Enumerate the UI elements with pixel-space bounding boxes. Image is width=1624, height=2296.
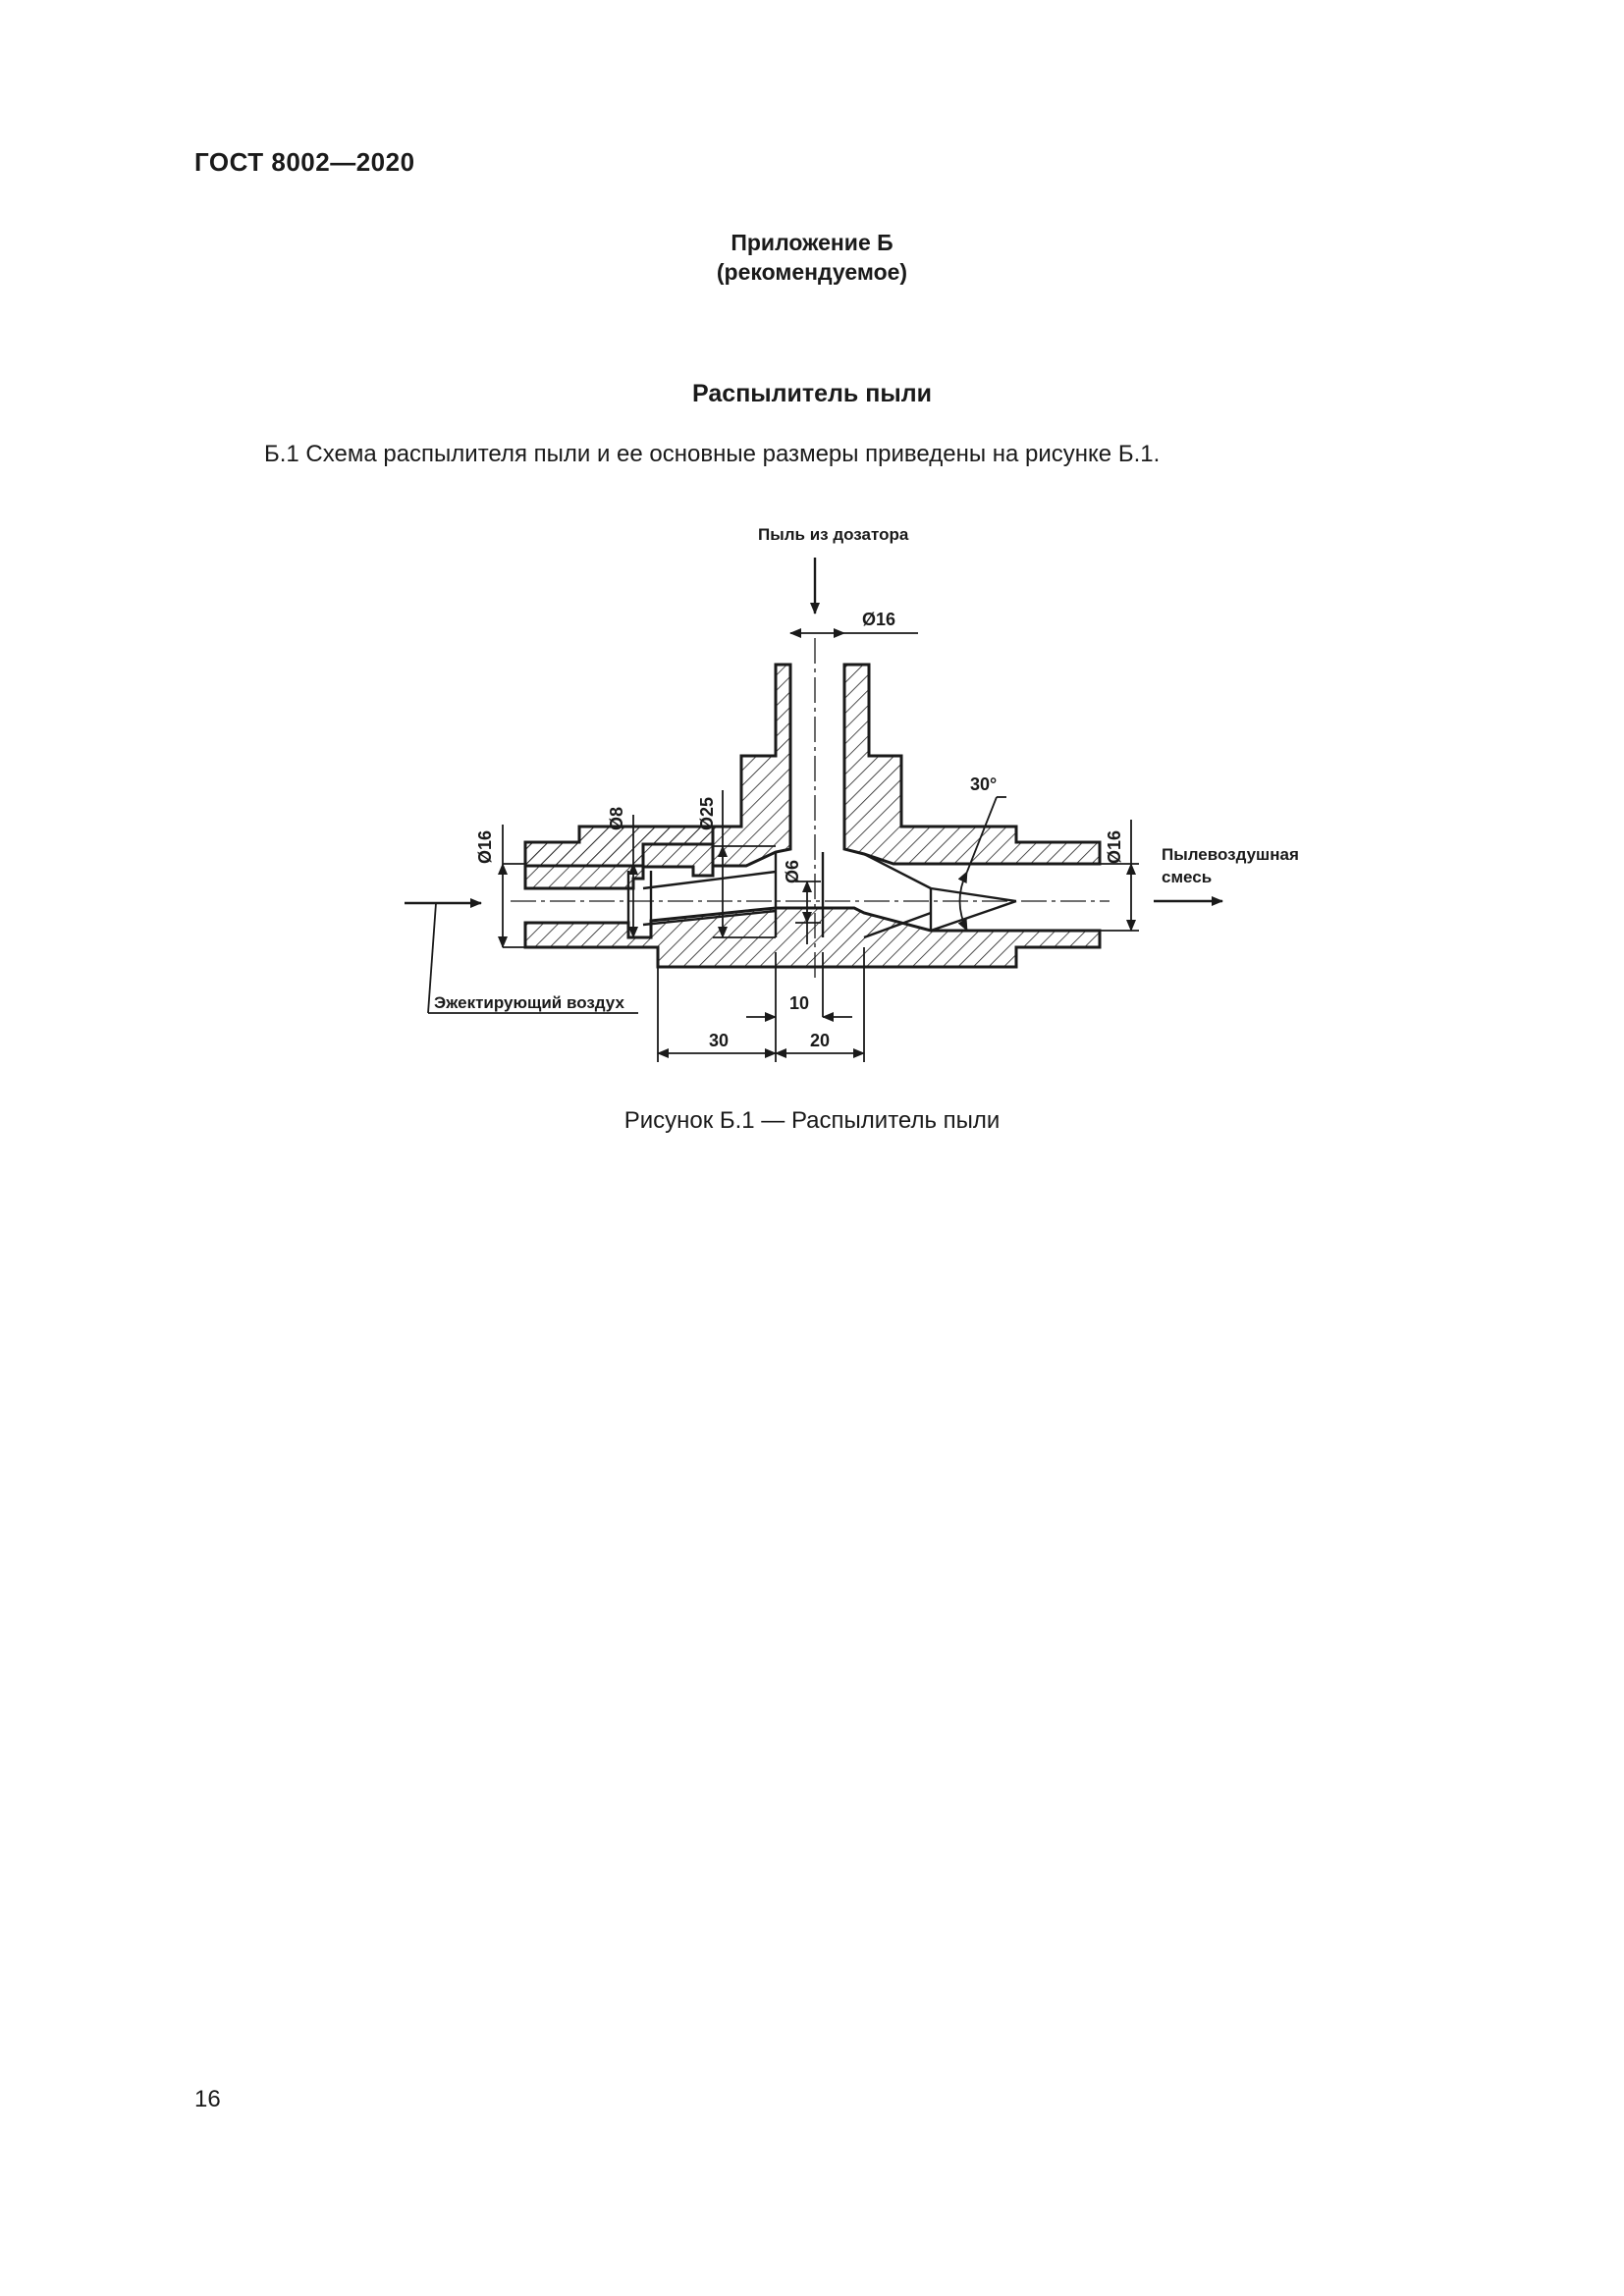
figure-caption: Рисунок Б.1 — Распылитель пыли bbox=[623, 1107, 1001, 1134]
dust-inlet-label: Пыль из дозатора bbox=[758, 525, 909, 544]
dim-d25-label: Ø25 bbox=[697, 796, 717, 830]
section-title: Распылитель пыли bbox=[692, 380, 932, 407]
dim-angle-label: 30° bbox=[970, 774, 998, 794]
dim-top-diameter-label: Ø16 bbox=[862, 610, 896, 629]
dim-d8-label: Ø8 bbox=[607, 806, 626, 830]
dim-20-label: 20 bbox=[810, 1031, 831, 1050]
dim-right-diameter-label: Ø16 bbox=[1105, 829, 1124, 864]
dim-left-diameter-label: Ø16 bbox=[475, 829, 495, 864]
body-paragraph: Б.1 Схема распылителя пыли и ее основные размеры приведены на рисунке Б.1. bbox=[264, 441, 1161, 467]
outlet-label-line1: Пылевоздушная bbox=[1162, 845, 1299, 864]
appendix-status: (рекомендуемое) bbox=[716, 259, 908, 285]
body-lower-half bbox=[525, 908, 1100, 967]
dim-left-diameter bbox=[503, 825, 525, 947]
dust-sprayer-diagram bbox=[373, 510, 1335, 1080]
dim-d6-label: Ø6 bbox=[783, 859, 802, 883]
document-standard-code: ГОСТ 8002—2020 bbox=[194, 147, 415, 177]
ejecting-air-label: Эжектирующий воздух bbox=[434, 993, 624, 1012]
appendix-title: Приложение Б bbox=[731, 230, 893, 255]
dim-30-label: 30 bbox=[709, 1031, 730, 1050]
outlet-label-line2: смесь bbox=[1162, 868, 1213, 886]
dim-10-label: 10 bbox=[789, 993, 810, 1013]
page-number: 16 bbox=[194, 2086, 221, 2112]
